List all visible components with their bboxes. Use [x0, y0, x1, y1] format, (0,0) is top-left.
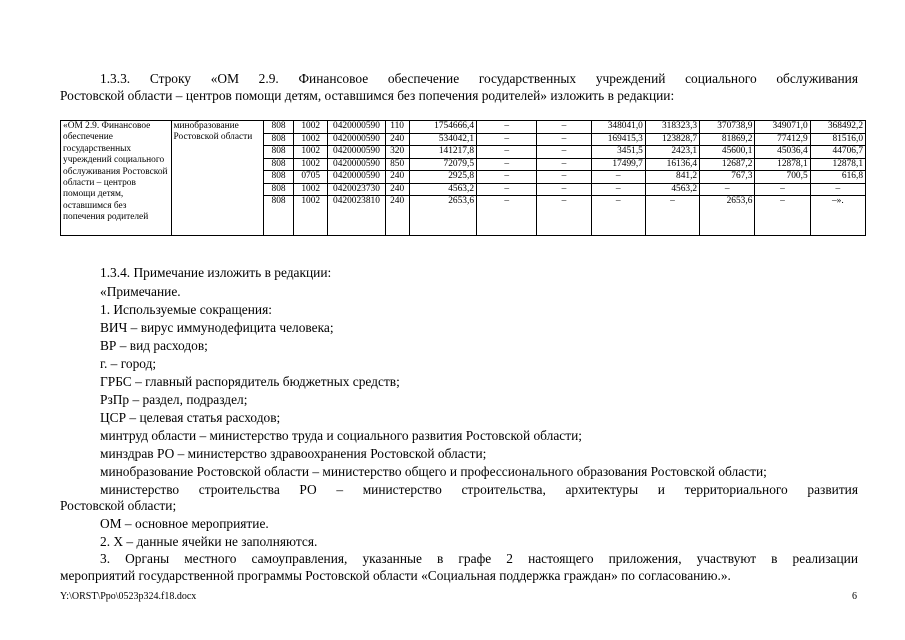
table-cell: 348041,0 [591, 121, 645, 134]
budget-table [60, 120, 866, 236]
table-cell: 123828,7 [645, 133, 699, 146]
table-cell: – [477, 158, 537, 171]
table-cell: 240 [385, 183, 409, 196]
table-cell: 2653,6 [700, 196, 755, 236]
table-cell: 767,3 [700, 171, 755, 184]
table-cell: 110 [385, 121, 409, 134]
table-cell: 3451,5 [591, 146, 645, 159]
executor-cell: минобразование Ростовской области [171, 121, 263, 236]
table-cell: 0420000590 [328, 133, 385, 146]
table-cell: 808 [264, 158, 294, 171]
table-cell: – [645, 196, 699, 236]
table-cell: 616,8 [810, 171, 865, 184]
abbr-line: ВР – вид расходов; [100, 338, 208, 353]
table-cell: 1002 [294, 146, 328, 159]
footer-file-path: Y:\ORST\Ppo\0523p324.f18.docx [60, 591, 197, 602]
table-cell: 368492,2 [810, 121, 865, 134]
table-cell: – [591, 183, 645, 196]
abbr-line: минздрав РО – министерство здравоохранения Ростовской области; [100, 446, 487, 461]
table-cell: 44706,7 [810, 146, 865, 159]
table-cell: 12687,2 [700, 158, 755, 171]
table-cell: – [537, 158, 591, 171]
om-definition: ОМ – основное мероприятие. [100, 516, 269, 531]
table-cell: – [477, 171, 537, 184]
table-cell: 0420000590 [328, 121, 385, 134]
table-cell: – [537, 146, 591, 159]
table-cell: – [537, 121, 591, 134]
table-cell: – [537, 171, 591, 184]
table-cell: – [477, 121, 537, 134]
table-cell: – [477, 146, 537, 159]
table-cell: 2653,6 [409, 196, 476, 236]
table-cell: – [477, 196, 537, 236]
table-cell: – [477, 133, 537, 146]
table-cell: 349071,0 [755, 121, 810, 134]
table-cell: – [537, 183, 591, 196]
table-cell: 850 [385, 158, 409, 171]
table-cell: 808 [264, 121, 294, 134]
abbr-line: ГРБС – главный распорядитель бюджетных средств; [100, 374, 400, 389]
table-cell: 808 [264, 183, 294, 196]
table-cell: 0420000590 [328, 146, 385, 159]
note-item-3-line-1: 3. Органы местного самоуправления, указанные в графе 2 настоящего приложения, участвуют в реализации [100, 551, 858, 566]
table-cell: 320 [385, 146, 409, 159]
table-cell: –». [810, 196, 865, 236]
table-cell: 1002 [294, 121, 328, 134]
table-cell: 81869,2 [700, 133, 755, 146]
abbr-line: ВИЧ – вирус иммунодефицита человека; [100, 320, 334, 335]
table-cell: 45036,4 [755, 146, 810, 159]
table-cell: – [537, 133, 591, 146]
minstroy-line-2: Ростовской области; [60, 498, 177, 513]
table-cell: – [755, 183, 810, 196]
page-number: 6 [852, 591, 857, 602]
table-cell: 240 [385, 196, 409, 236]
note-heading: 1.3.4. Примечание изложить в редакции: [100, 265, 332, 280]
table-cell: 240 [385, 171, 409, 184]
table-cell: 0420023730 [328, 183, 385, 196]
minstroy-line-1: министерство строительства РО – министерство строительства, архитектуры и территориального развития [100, 482, 858, 497]
intro-line-2: Ростовской области – центров помощи детям, оставшимся без попечения родителей» изложить в редакции: [60, 88, 675, 103]
table-cell: 808 [264, 146, 294, 159]
table-cell: – [537, 196, 591, 236]
abbr-line: минобразование Ростовской области – министерство общего и профессионального образования Ростовской области; [100, 464, 767, 479]
table-cell: 1002 [294, 196, 328, 236]
table-cell: 0420023810 [328, 196, 385, 236]
table-cell: – [700, 183, 755, 196]
abbr-line: РзПр – раздел, подраздел; [100, 392, 248, 407]
table-cell: 1002 [294, 183, 328, 196]
table-cell: 16136,4 [645, 158, 699, 171]
table-cell: 12878,1 [810, 158, 865, 171]
note-item-1: 1. Используемые сокращения: [100, 302, 272, 317]
table-cell: – [477, 183, 537, 196]
table-cell: 1002 [294, 133, 328, 146]
table-cell: 534042,1 [409, 133, 476, 146]
table-cell: 700,5 [755, 171, 810, 184]
table-cell: – [810, 183, 865, 196]
table-cell: 318323,3 [645, 121, 699, 134]
table-cell: 4563,2 [409, 183, 476, 196]
intro-line-1: 1.3.3. Строку «ОМ 2.9. Финансовое обеспечение государственных учреждений социального обслуживания [100, 71, 858, 86]
table-row [61, 121, 866, 134]
table-cell: 0420000590 [328, 171, 385, 184]
table-cell: – [591, 171, 645, 184]
table-cell: 0705 [294, 171, 328, 184]
table-cell: 4563,2 [645, 183, 699, 196]
note-item-3-line-2: мероприятий государственной программы Ростовской области «Социальная поддержка граждан» по согласованию.». [60, 568, 731, 583]
table-cell: 141217,8 [409, 146, 476, 159]
table-cell: 169415,3 [591, 133, 645, 146]
table-cell: 240 [385, 133, 409, 146]
note-title: «Примечание. [100, 284, 181, 299]
table-cell: 2925,8 [409, 171, 476, 184]
table-cell: 2423,1 [645, 146, 699, 159]
table-cell: 0420000590 [328, 158, 385, 171]
table-cell: 17499,7 [591, 158, 645, 171]
table-cell: 808 [264, 133, 294, 146]
table-cell: 841,2 [645, 171, 699, 184]
table-cell: 81516,0 [810, 133, 865, 146]
table-cell: 1754666,4 [409, 121, 476, 134]
table-cell: 12878,1 [755, 158, 810, 171]
abbr-line: ЦСР – целевая статья расходов; [100, 410, 281, 425]
table-cell: – [755, 196, 810, 236]
abbr-line: г. – город; [100, 356, 157, 371]
abbr-line: минтруд области – министерство труда и социального развития Ростовской области; [100, 428, 582, 443]
note-item-2: 2. Х – данные ячейки не заполняются. [100, 534, 318, 549]
table-cell: 45600,1 [700, 146, 755, 159]
table-cell: 72079,5 [409, 158, 476, 171]
table-cell: 808 [264, 171, 294, 184]
program-description-cell: «ОМ 2.9. Финансовое обеспечение государственных учреждений социального обслуживания Ростовской области – центров помощи детям, оставшимся без попечения родителей [61, 121, 172, 236]
table-cell: – [591, 196, 645, 236]
table-cell: 77412,9 [755, 133, 810, 146]
table-cell: 808 [264, 196, 294, 236]
table-cell: 370738,9 [700, 121, 755, 134]
table-cell: 1002 [294, 158, 328, 171]
